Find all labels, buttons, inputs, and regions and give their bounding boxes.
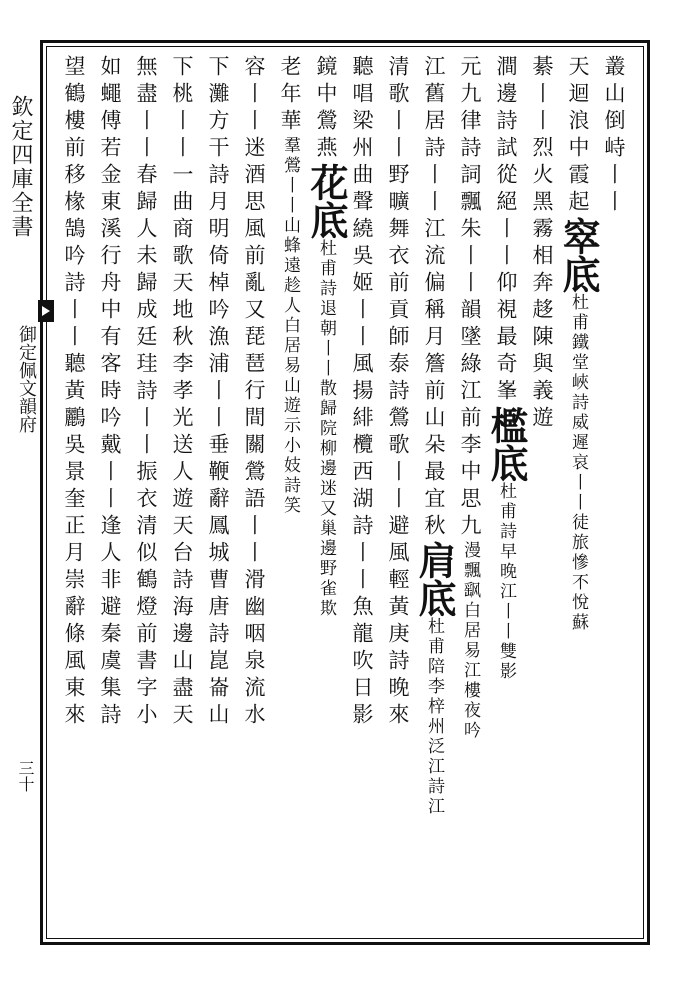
text-column-3 [526, 55, 558, 935]
column-text: 清歌丨丨野曠舞衣前貢師泰詩鶯歌丨丨避風輕黃庚詩晚來 [386, 55, 410, 730]
margin-title: 欽定四庫全書 [8, 95, 33, 239]
text-column-12 [202, 55, 234, 935]
text-column-15 [94, 55, 126, 935]
column-text: 綦丨丨烈火黑霧相奔趍陳與義遊 [530, 55, 554, 433]
text-column-5 [454, 55, 486, 935]
fishtail-mark-icon [38, 300, 54, 322]
headword: 窣底 [556, 217, 601, 293]
column-note: 羣鶯丨丨山蜂遠趁人白居易山遊示小妓詩笑 [280, 136, 300, 516]
column-text: 下灘方干詩月明倚棹吟漁浦丨丨垂鞭辭鳳城曹唐詩崑崙山 [206, 55, 230, 730]
column-text: 江舊居詩丨丨江流偏稱月簷前山朵最宜秋 [422, 55, 446, 541]
text-column-7 [382, 55, 414, 935]
column-note: 杜甫鐵堂峽詩威遲哀丨丨徒旅慘不悅蘇 [568, 293, 588, 633]
text-column-6 [412, 55, 457, 935]
text-column-16 [58, 55, 90, 935]
text-column-4 [484, 55, 529, 935]
column-text: 聽唱梁州曲聲繞吳姬丨丨風揚緋欖西湖詩丨丨魚龍吹日影 [350, 55, 374, 730]
text-column-14 [130, 55, 162, 935]
text-column-2 [556, 55, 601, 935]
text-column-9 [304, 55, 349, 935]
column-text: 澗邊詩試從絕丨丨仰視最奇峯 [494, 55, 518, 406]
column-note: 杜甫陪李梓州泛江詩江 [424, 617, 444, 817]
column-note: 杜甫詩早晚江丨丨雙影 [496, 482, 516, 682]
column-text: 下桃丨丨一曲商歌天地秋李孝光送人遊天台詩海邊山盡天 [170, 55, 194, 730]
headword: 檻底 [484, 406, 529, 482]
page-number: 三十 [16, 760, 35, 792]
column-text: 望鶴樓前移椽鵠吟詩丨丨聽黃鸝吳景奎正月崇辭條風東來 [62, 55, 86, 730]
text-column-13 [166, 55, 198, 935]
column-text: 天迴浪中霞起 [566, 55, 590, 217]
text-column-8 [346, 55, 378, 935]
column-text: 叢山倒峙丨丨 [602, 55, 626, 217]
text-column-11 [238, 55, 270, 935]
column-text: 鏡中鶯燕 [314, 55, 338, 163]
text-column-10 [274, 55, 306, 935]
column-note: 杜甫詩退朝丨丨散歸院柳邊迷又巢邊野雀欺 [316, 239, 336, 619]
headword: 花底 [304, 163, 349, 239]
column-text: 老年華 [278, 55, 302, 136]
column-text: 無盡丨丨春歸人未歸成廷珪詩丨丨振衣清似鶴燈前書字小 [134, 55, 158, 730]
column-text: 容丨丨迷酒思風前亂又琵琶行間關鶯語丨丨滑幽咽泉流水 [242, 55, 266, 730]
column-text: 如蠅傅若金東溪行舟中有客時吟戴丨丨逢人非避秦虞集詩 [98, 55, 122, 730]
margin-book-title: 御定佩文韻府 [16, 325, 37, 433]
headword: 肩底 [412, 541, 457, 617]
column-note: 漫飄飖白居易江樓夜吟 [460, 541, 480, 741]
text-column-1 [598, 55, 630, 935]
margin-strip [0, 40, 40, 945]
column-text: 元九律詩詞飄朱丨丨韻墜綠江前李中思九 [458, 55, 482, 541]
